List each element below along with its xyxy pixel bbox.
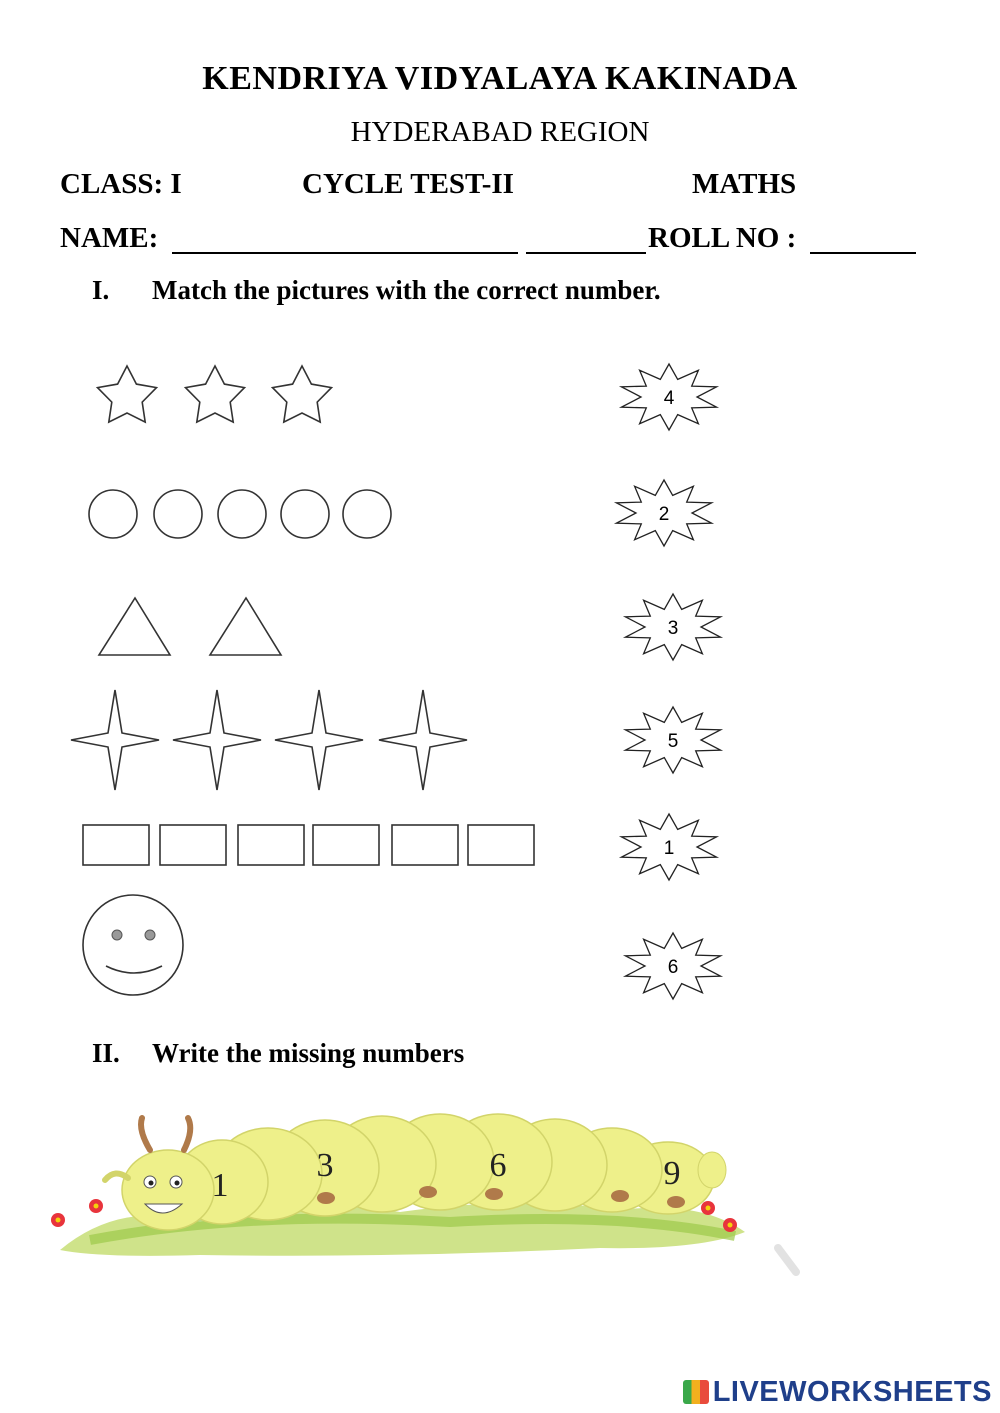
caterpillar-number: 6: [489, 1147, 507, 1184]
burst-number: 1: [663, 838, 675, 860]
region-name: HYDERABAD REGION: [350, 116, 650, 148]
caterpillar-number: 3: [316, 1147, 334, 1184]
section2-numeral: II.: [92, 1038, 120, 1068]
section1-title: Match the pictures with the correct number.: [152, 275, 661, 305]
subject-label: MATHS: [692, 168, 797, 200]
caterpillar-body: [176, 1114, 714, 1224]
school-name: KENDRIYA VIDYALAYA KAKINADA: [202, 60, 798, 97]
caterpillar-head: [105, 1118, 214, 1230]
section1-numeral: I.: [92, 275, 110, 305]
brand-text: LIVEWORKSHEETS: [712, 1376, 992, 1408]
liveworksheets-brand[interactable]: [683, 1376, 992, 1409]
burst-number: 5: [667, 731, 679, 753]
class-label: CLASS: I: [60, 168, 182, 200]
burst-number: 3: [667, 618, 679, 640]
liveworksheets-logo-icon: [683, 1380, 709, 1404]
burst-number: 4: [663, 388, 675, 410]
section2-title: Write the missing numbers: [152, 1038, 465, 1068]
name-label: NAME:: [60, 222, 159, 254]
caterpillar-number: 9: [663, 1155, 681, 1192]
caterpillar-number: 1: [211, 1167, 229, 1204]
test-label: CYCLE TEST-II: [302, 168, 514, 200]
burst-number: 2: [658, 504, 670, 526]
burst-number: 6: [667, 957, 679, 979]
roll-label: ROLL NO :: [648, 222, 797, 254]
